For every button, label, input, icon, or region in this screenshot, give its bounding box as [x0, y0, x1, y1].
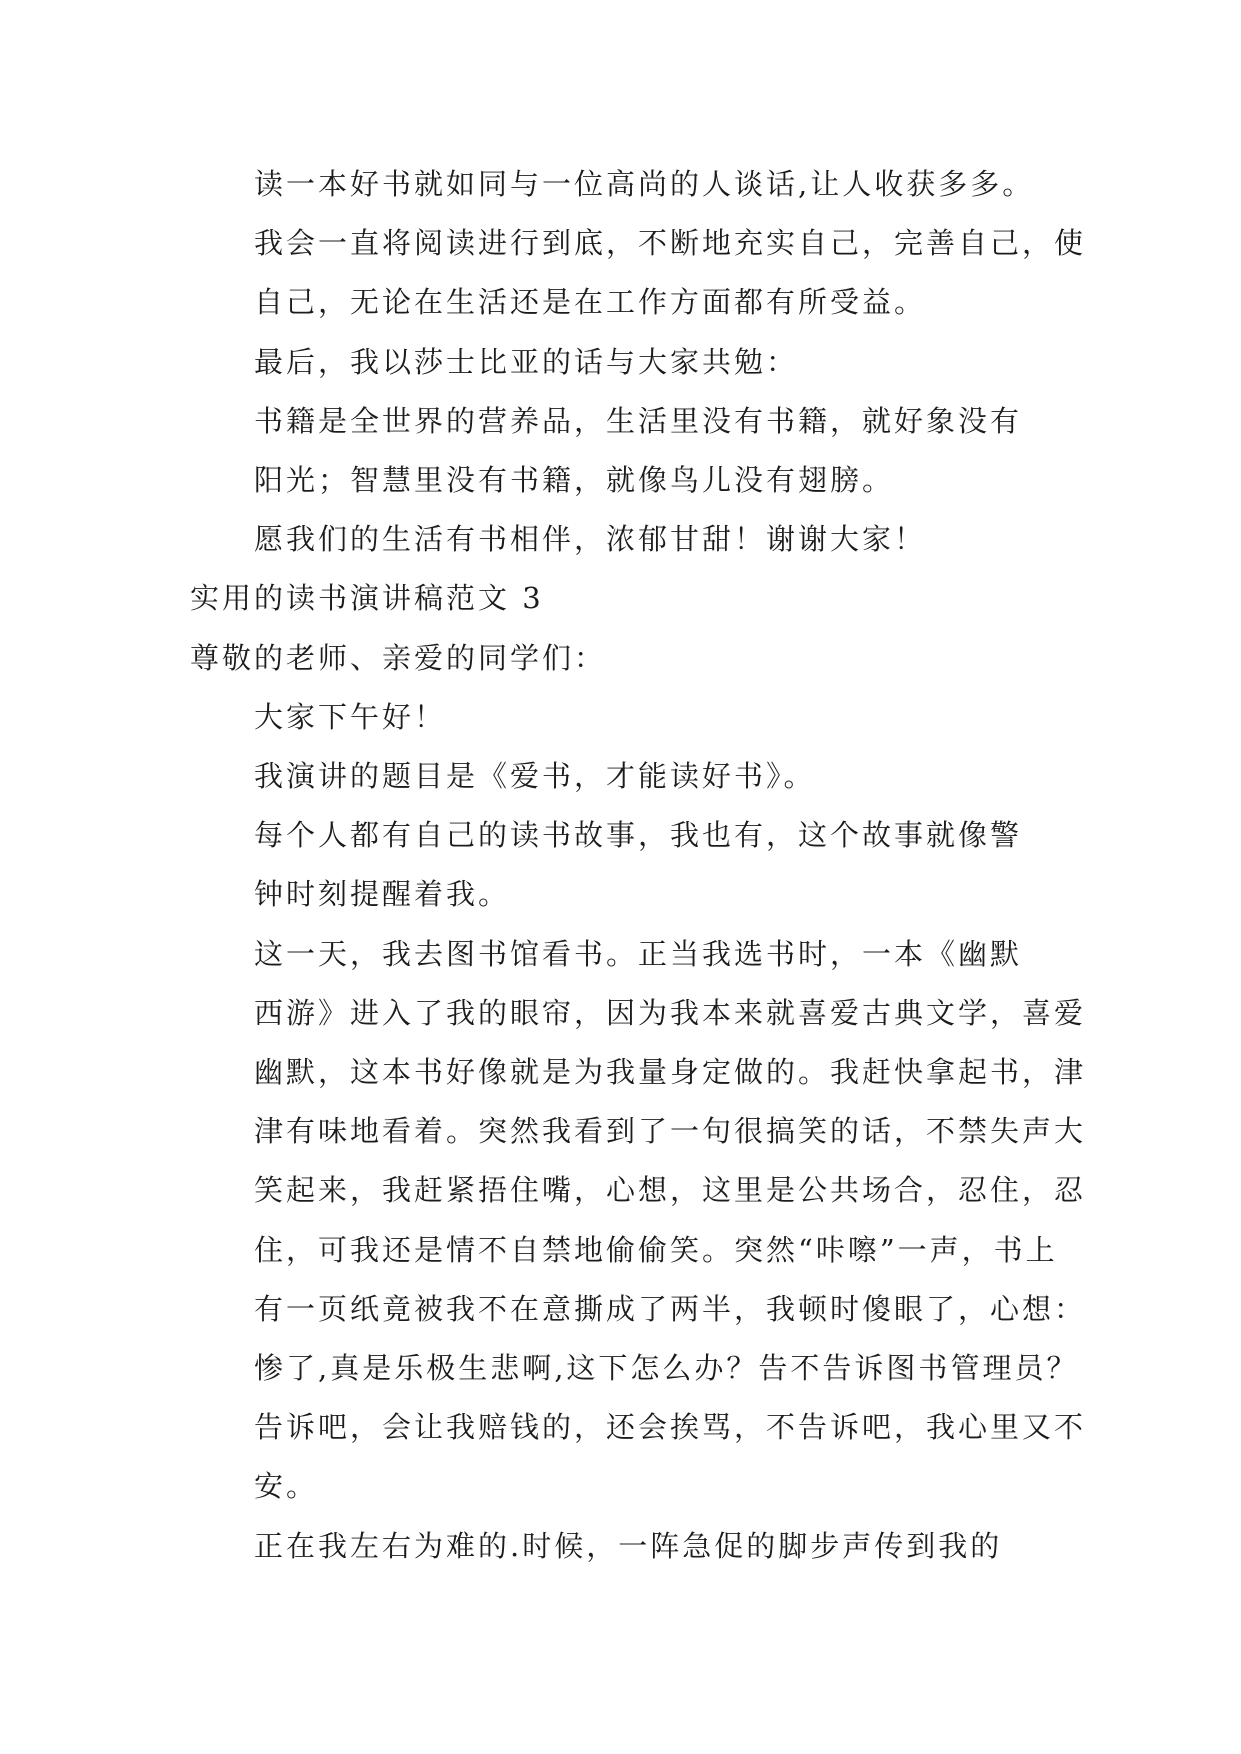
text-line: 自己，无论在生活还是在工作方面都有所受益。 — [254, 285, 927, 320]
para-greeting — [190, 688, 1070, 747]
text-line: 笑起来，我赶紧捂住嘴，心想，这里是公共场合，忍住，忍 — [254, 1173, 1087, 1208]
document-body — [190, 155, 1087, 1576]
text-line: 我会一直将阅读进行到底，不断地充实自己，完善自己，使 — [254, 226, 1087, 261]
section-title — [190, 569, 1070, 628]
text-line: 西游》进入了我的眼帘，因为我本来就喜爱古典文学，喜爱 — [254, 995, 1087, 1030]
text-line: 我演讲的题目是《爱书，才能读好书》。 — [254, 759, 816, 794]
para-dilemma — [190, 1517, 1070, 1576]
text-line: 每个人都有自己的读书故事，我也有，这个故事就像警 — [254, 818, 1023, 853]
text-line: 幽默，这本书好像就是为我量身定做的。我赶快拿起书，津 — [254, 1055, 1087, 1090]
para-finally — [190, 333, 1070, 392]
text-line: 惨了,真是乐极生悲啊,这下怎么办？告不告诉图书管理员？ — [254, 1351, 1079, 1386]
para-topic — [190, 747, 1070, 806]
text-line: 大家下午好！ — [254, 699, 447, 734]
text-line: 住，可我还是情不自禁地偷偷笑。突然“咔嚓”一声，书上 — [254, 1232, 1058, 1267]
text-line: 正在我左右为难的.时候，一阵急促的脚步声传到我的 — [254, 1528, 1003, 1563]
text-line: 阳光；智慧里没有书籍，就像鸟儿没有翅膀。 — [254, 463, 895, 498]
para-library-story — [190, 925, 1087, 1517]
para-shakespeare-quote — [190, 392, 1070, 510]
text-line: 尊敬的老师、亲爱的同学们： — [190, 640, 607, 675]
text-line: 愿我们的生活有书相伴，浓郁甘甜！谢谢大家！ — [254, 522, 927, 557]
text-line: 有一页纸竟被我不在意撕成了两半，我顿时傻眼了，心想： — [254, 1291, 1087, 1326]
text-line: 读一本好书就如同与一位高尚的人谈话,让人收获多多。 — [254, 167, 1035, 201]
para-good-book — [190, 155, 1087, 333]
text-line: 钟时刻提醒着我。 — [254, 877, 511, 912]
text-line: 这一天，我去图书馆看书。正当我选书时，一本《幽默 — [254, 936, 1023, 971]
text-line: 实用的读书演讲稿范文 3 — [190, 581, 544, 616]
text-line: 津有味地看着。突然我看到了一句很搞笑的话，不禁失声大 — [254, 1114, 1087, 1149]
text-line: 告诉吧，会让我赔钱的，还会挨骂，不告诉吧，我心里又不 — [254, 1410, 1087, 1445]
text-line: 安。 — [254, 1469, 319, 1504]
text-line: 书籍是全世界的营养品，生活里没有书籍，就好象没有 — [254, 403, 1023, 438]
para-wish — [190, 510, 1070, 569]
text-line: 最后，我以莎士比亚的话与大家共勉： — [254, 344, 799, 379]
salutation — [190, 629, 1070, 688]
para-story-intro — [190, 806, 1070, 924]
